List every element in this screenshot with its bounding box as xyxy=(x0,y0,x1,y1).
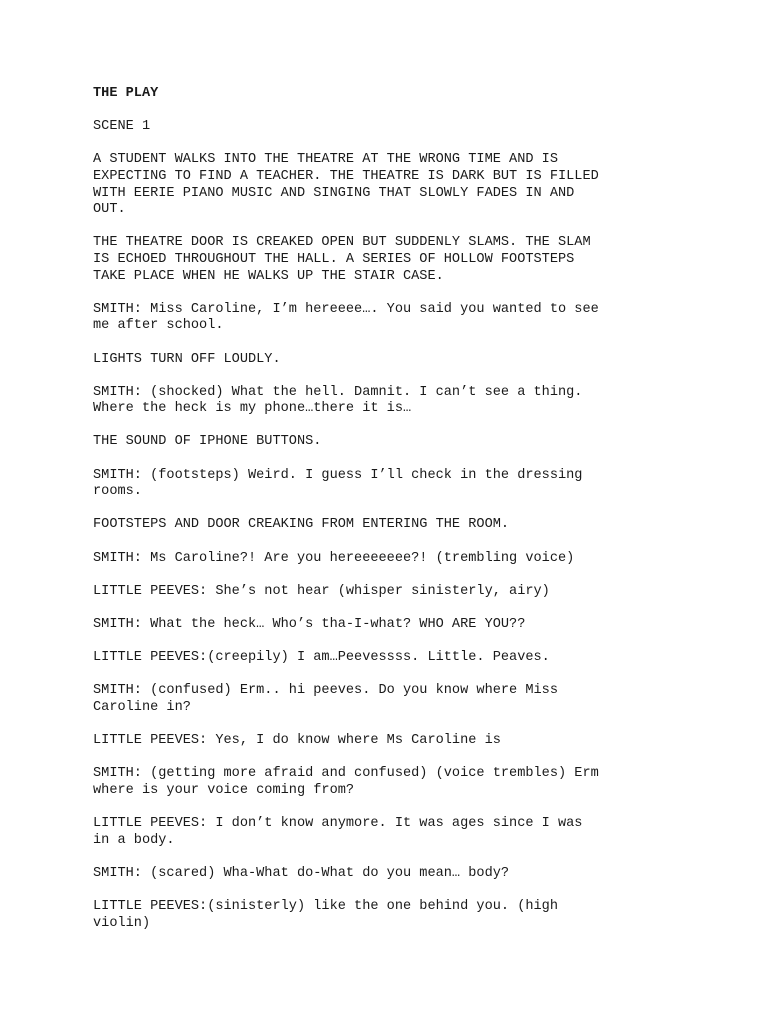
dialogue-line: SMITH: (footsteps) Weird. I guess I’ll check in the dressing rooms. xyxy=(93,467,583,500)
dialogue-line: SMITH: Ms Caroline?! Are you hereeeeeee?! (trembling voice) xyxy=(93,550,575,566)
dialogue-line: LITTLE PEEVES:(sinisterly) like the one behind you. (high violin) xyxy=(93,899,558,931)
document-title: THE PLAY xyxy=(93,86,159,101)
dialogue-line: SMITH: Miss Caroline, I’m hereeee…. You said you wanted to see me after school. xyxy=(93,301,599,334)
dialogue-line: SMITH: (confused) Erm.. hi peeves. Do you know where Miss Caroline in? xyxy=(93,683,558,715)
scene-heading: SCENE 1 xyxy=(93,119,151,135)
dialogue-line: SMITH: What the heck… Who’s tha-I-what? WHO ARE YOU?? xyxy=(93,617,526,632)
stage-direction: FOOTSTEPS AND DOOR CREAKING FROM ENTERING THE ROOM. xyxy=(93,517,510,533)
dialogue-line: LITTLE PEEVES: She’s not hear (whisper sinisterly, airy) xyxy=(93,583,550,599)
dialogue-line: SMITH: (scared) Wha-What do-What do you mean… body? xyxy=(93,865,510,881)
dialogue-line: LITTLE PEEVES: Yes, I do know where Ms Caroline is xyxy=(93,733,501,749)
dialogue-line: SMITH: (getting more afraid and confused) (voice trembles) Erm where is your voice coming from? xyxy=(93,766,599,798)
stage-direction: LIGHTS TURN OFF LOUDLY. xyxy=(93,351,281,367)
stage-direction: THE THEATRE DOOR IS CREAKED OPEN BUT SUDDENLY SLAMS. THE SLAM IS ECHOED THROUGHOUT THE HALL. A SERIES OF HOLLOW FOOTSTEPS TAKE PLACE WHEN HE WALKS UP THE STAIR CASE. xyxy=(93,235,591,284)
stage-direction: A STUDENT WALKS INTO THE THEATRE AT THE WRONG TIME AND IS EXPECTING TO FIND A TEACHER. THE THEATRE IS DARK BUT IS FILLED WITH EERIE PIANO MUSIC AND SINGING THAT SLOWLY FADES IN AND OUT. xyxy=(93,152,599,218)
dialogue-line: SMITH: (shocked) What the hell. Damnit. I can’t see a thing. Where the heck is my phone…there it is… xyxy=(93,384,583,417)
document-page xyxy=(93,86,683,949)
stage-direction: THE SOUND OF IPHONE BUTTONS. xyxy=(93,434,322,450)
dialogue-line: LITTLE PEEVES: I don’t know anymore. It was ages since I was in a body. xyxy=(93,816,583,848)
dialogue-line: LITTLE PEEVES:(creepily) I am…Peevessss. Little. Peaves. xyxy=(93,650,550,666)
